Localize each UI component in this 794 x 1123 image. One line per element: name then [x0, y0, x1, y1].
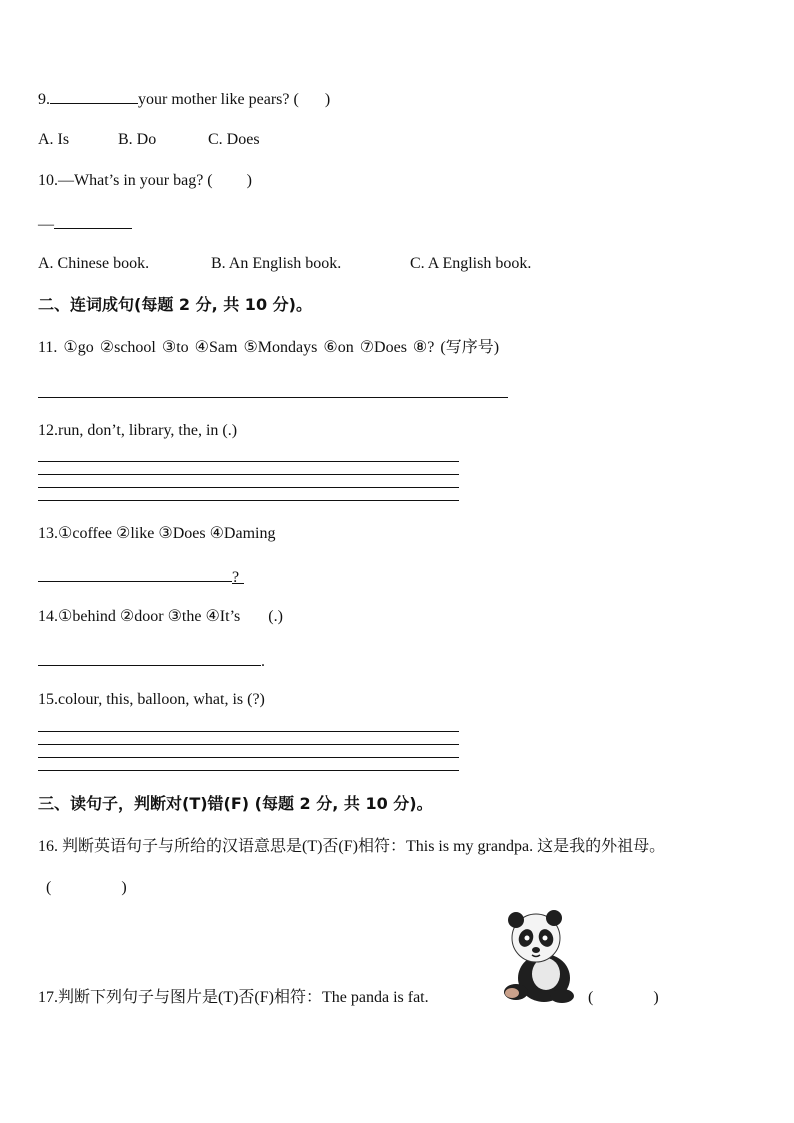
question-12: 12.run, don’t, library, the, in (.) [38, 422, 238, 439]
q9-text: your mother like pears? ( [138, 91, 299, 108]
q12-answer-line-4[interactable] [38, 500, 459, 501]
question-10 [38, 171, 252, 191]
q12-answer-line-3[interactable] [38, 487, 459, 488]
question-14 [38, 607, 283, 627]
q14-text: 14.①behind ②door ③the ④It’s [38, 608, 241, 625]
q15-answer-line-1[interactable] [38, 731, 459, 732]
section-2-title: 二、连词成句(每题 2 分, 共 10 分)。 [38, 295, 312, 314]
panda-icon [500, 908, 580, 1004]
q13-answer-blank[interactable] [38, 566, 232, 582]
q10-option-c[interactable]: C. A English book. [410, 255, 532, 272]
q9-options [38, 130, 260, 150]
q9-number: 9. [38, 91, 50, 108]
q10-close-paren: ) [246, 172, 252, 189]
q15-answer-line-2[interactable] [38, 744, 459, 745]
q9-option-c[interactable]: C. Does [208, 131, 260, 148]
question-9 [38, 88, 330, 110]
q14-tail: (.) [268, 608, 283, 625]
q16-paren-close: ) [121, 879, 127, 896]
q14-answer [38, 650, 265, 672]
section-3-title: 三、读句子，判断对(T)错(F) (每题 2 分, 共 10 分)。 [38, 794, 433, 813]
q10-text: 10.—What’s in your bag? ( [38, 172, 213, 189]
q14-end-mark: . [261, 653, 265, 670]
q15-answer-line-3[interactable] [38, 757, 459, 758]
q15-answer-line-4[interactable] [38, 770, 459, 771]
question-15: 15.colour, this, balloon, what, is (?) [38, 691, 265, 708]
question-17: 17.判断下列句子与图片是(T)否(F)相符：The panda is fat. [38, 989, 429, 1006]
q16-answer-paren[interactable] [46, 878, 127, 898]
q10-options [38, 254, 531, 274]
q10-option-b[interactable]: B. An English book. [211, 255, 342, 272]
q13-answer [38, 566, 244, 588]
q17-paren-open: ( [588, 989, 594, 1006]
q13-end-mark: ? [232, 568, 244, 584]
q16-paren-open: ( [46, 879, 52, 896]
q12-answer-line-2[interactable] [38, 474, 459, 475]
q9-option-a[interactable]: A. Is [38, 131, 70, 148]
question-11: 11. ①go ②school ③to ④Sam ⑤Mondays ⑥on ⑦Does ⑧? (写序号) [38, 339, 500, 356]
question-16: 16. 判断英语句子与所给的汉语意思是(T)否(F)相符：This is my grandpa. 这是我的外祖母。 [38, 838, 666, 855]
q9-answer-blank[interactable] [50, 88, 138, 104]
q10-response-line [38, 213, 132, 235]
q9-option-b[interactable]: B. Do [118, 131, 157, 148]
q10-response-blank[interactable] [54, 213, 132, 229]
q17-paren-close: ) [653, 989, 659, 1006]
q11-answer-line[interactable] [38, 397, 508, 398]
question-13: 13.①coffee ②like ③Does ④Daming [38, 525, 276, 542]
q14-answer-blank[interactable] [38, 650, 261, 666]
q9-close-paren: ) [324, 91, 331, 108]
q17-answer-paren[interactable] [588, 988, 659, 1008]
q12-answer-line-1[interactable] [38, 461, 459, 462]
q10-option-a[interactable]: A. Chinese book. [38, 255, 150, 272]
q10-dash: — [38, 216, 54, 233]
